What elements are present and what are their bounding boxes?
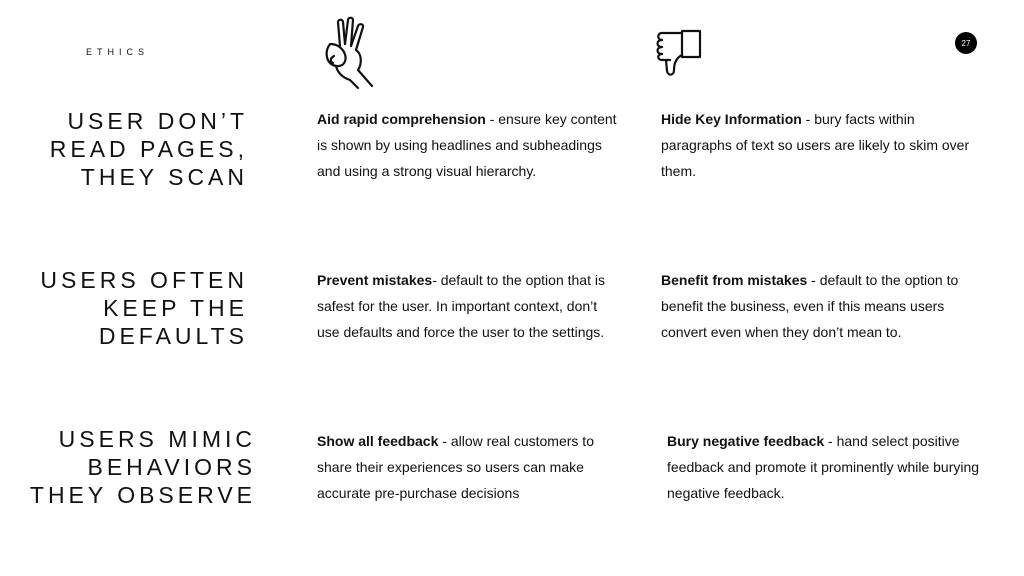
ethical-practice-text [317,267,617,345]
dark-pattern-text [661,267,971,345]
heading-line: THEY OBSERVE [29,482,256,508]
ethical-practice-body: - allow real customers to share their experiences so users can make accurate pre-purchase decisions [317,433,594,501]
heading-line: KEEP THE [103,295,248,321]
heading-line: BEHAVIORS [87,454,256,480]
dark-pattern-title: Bury negative feedback [667,433,825,449]
dark-pattern-text [667,428,982,506]
heading-line: USER DON’T [67,108,248,134]
dark-pattern-text [661,106,971,184]
page-number-badge: 27 [955,32,977,54]
ethical-practice-text [317,428,622,506]
heading-line: USERS MIMIC [58,426,256,452]
heading-line: THEY SCAN [80,164,248,190]
ethical-practice-title: Show all feedback [317,433,439,449]
ethical-practice-title: Aid rapid comprehension [317,111,486,127]
thumbs-down-icon [652,28,704,78]
row-heading-scan [50,107,248,191]
ethical-practice-body: - default to the option that is safest for the user. In important context, don’t use defaults and force the user to the settings. [317,272,605,340]
dark-pattern-body: - bury facts within paragraphs of text so users are likely to skim over them. [661,111,970,179]
ethical-practice-title: Prevent mistakes [317,272,433,288]
dark-pattern-body: - hand select positive feedback and promote it prominently while burying negative feedback. [667,433,980,501]
ok-hand-icon [318,16,382,90]
dark-pattern-title: Benefit from mistakes [661,272,808,288]
row-heading-mimic [30,425,256,509]
heading-line: READ PAGES, [49,136,248,162]
dark-pattern-body: - default to the option to benefit the business, even if this means users convert even when they don’t mean to. [661,272,959,340]
heading-line: DEFAULTS [98,323,248,349]
dark-pattern-title: Hide Key Information [661,111,802,127]
ethical-practice-text [317,106,627,184]
ethical-practice-body: - ensure key content is shown by using headlines and subheadings and using a strong visual hierarchy. [317,111,617,179]
heading-line: USERS OFTEN [40,267,248,293]
section-label: ETHICS [86,47,150,57]
row-heading-defaults [40,266,248,350]
